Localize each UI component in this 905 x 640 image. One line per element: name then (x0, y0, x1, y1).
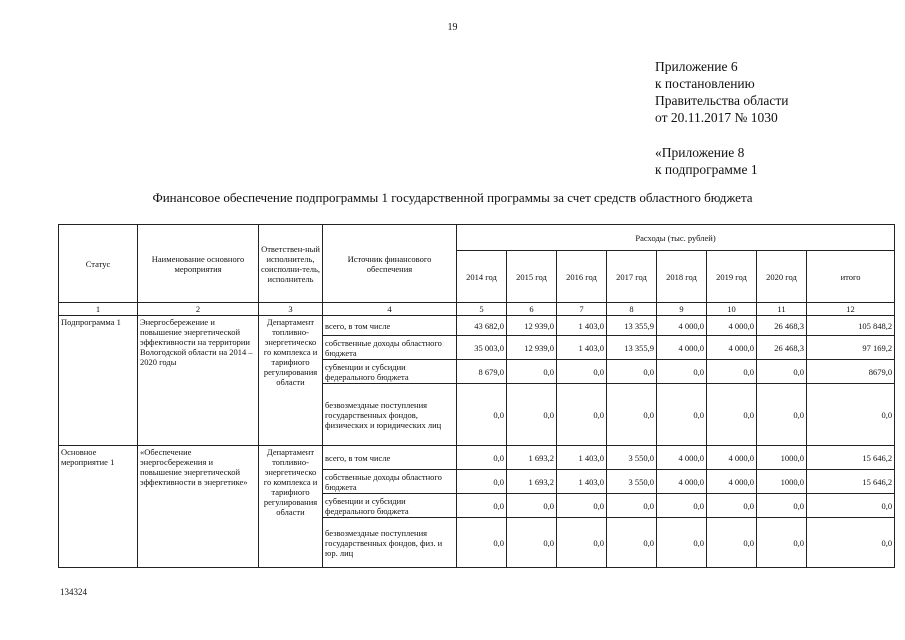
responsible-cell: Департамент топливно-энергетическо го комплекса и тарифного регулирования области (259, 446, 323, 568)
value-cell: 0,0 (707, 518, 757, 568)
value-cell: 4 000,0 (707, 316, 757, 336)
value-cell: 0,0 (757, 360, 807, 384)
header-year: 2014 год (457, 251, 507, 303)
appendix-line: от 20.11.2017 № 1030 (655, 110, 778, 125)
footer-code: 134324 (60, 587, 87, 597)
value-cell: 1 693,2 (507, 470, 557, 494)
appendix-sub-line: «Приложение 8 (655, 145, 745, 160)
value-cell: 1 403,0 (557, 470, 607, 494)
value-cell: 4 000,0 (657, 336, 707, 360)
value-cell: 13 355,9 (607, 316, 657, 336)
value-cell: 1 693,2 (507, 446, 557, 470)
header-responsible: Ответствен-ный исполнитель, соисполни-тель, исполнитель (259, 225, 323, 303)
header-year: 2018 год (657, 251, 707, 303)
value-cell: 0,0 (607, 384, 657, 446)
column-number: 9 (657, 303, 707, 316)
value-cell: 0,0 (557, 360, 607, 384)
column-number: 8 (607, 303, 657, 316)
column-number: 5 (457, 303, 507, 316)
source-cell: субвенции и субсидии федерального бюджета (323, 360, 457, 384)
status-cell: Подпрограмма 1 (59, 316, 138, 446)
value-cell: 0,0 (457, 494, 507, 518)
value-cell: 0,0 (507, 360, 557, 384)
value-cell: 4 000,0 (707, 470, 757, 494)
table-row (59, 446, 895, 470)
value-cell: 0,0 (657, 518, 707, 568)
column-number: 2 (138, 303, 259, 316)
value-cell: 4 000,0 (707, 336, 757, 360)
value-cell: 4 000,0 (657, 470, 707, 494)
total-cell: 15 646,2 (807, 470, 895, 494)
responsible-cell: Департамент топливно-энергетическо го комплекса и тарифного регулирования области (259, 316, 323, 446)
value-cell: 1 403,0 (557, 316, 607, 336)
appendix-line: Правительства области (655, 93, 789, 108)
value-cell: 0,0 (707, 360, 757, 384)
value-cell: 0,0 (707, 384, 757, 446)
value-cell: 26 468,3 (757, 316, 807, 336)
value-cell: 0,0 (607, 494, 657, 518)
header-year: 2017 год (607, 251, 657, 303)
source-cell: собственные доходы областного бюджета (323, 470, 457, 494)
value-cell: 0,0 (457, 446, 507, 470)
value-cell: 1 403,0 (557, 446, 607, 470)
value-cell: 43 682,0 (457, 316, 507, 336)
total-cell: 0,0 (807, 494, 895, 518)
value-cell: 4 000,0 (657, 316, 707, 336)
source-cell: безвозмездные поступления государственных фондов, физических и юридических лиц (323, 384, 457, 446)
value-cell: 1 403,0 (557, 336, 607, 360)
event-name-cell: «Обеспечение энергосбережения и повышение энергетической эффективности в энергетике» (138, 446, 259, 568)
source-cell: безвозмездные поступления государственных фондов, физ. и юр. лиц (323, 518, 457, 568)
value-cell: 12 939,0 (507, 336, 557, 360)
page-number: 19 (447, 22, 458, 33)
value-cell: 0,0 (657, 360, 707, 384)
value-cell: 0,0 (657, 384, 707, 446)
value-cell: 0,0 (607, 360, 657, 384)
column-number: 7 (557, 303, 607, 316)
total-cell: 0,0 (807, 384, 895, 446)
header-source: Источник финансового обеспечения (323, 225, 457, 303)
value-cell: 0,0 (557, 494, 607, 518)
value-cell: 0,0 (657, 494, 707, 518)
value-cell: 0,0 (457, 518, 507, 568)
column-number: 11 (757, 303, 807, 316)
appendix-line: Приложение 6 (655, 59, 738, 74)
value-cell: 0,0 (457, 384, 507, 446)
value-cell: 13 355,9 (607, 336, 657, 360)
total-cell: 0,0 (807, 518, 895, 568)
source-cell: субвенции и субсидии федерального бюджета (323, 494, 457, 518)
value-cell: 0,0 (757, 494, 807, 518)
header-total: итого (807, 251, 895, 303)
column-number: 1 (59, 303, 138, 316)
value-cell: 0,0 (757, 518, 807, 568)
value-cell: 0,0 (707, 494, 757, 518)
value-cell: 0,0 (557, 384, 607, 446)
document-title: Финансовое обеспечение подпрограммы 1 государственной программы за счет средств областного бюджета (152, 190, 753, 205)
source-cell: собственные доходы областного бюджета (323, 336, 457, 360)
value-cell: 0,0 (457, 470, 507, 494)
column-number: 4 (323, 303, 457, 316)
value-cell: 12 939,0 (507, 316, 557, 336)
value-cell: 0,0 (507, 384, 557, 446)
total-cell: 97 169,2 (807, 336, 895, 360)
value-cell: 8 679,0 (457, 360, 507, 384)
header-status: Статус (59, 225, 138, 303)
financing-table (58, 224, 895, 568)
value-cell: 0,0 (757, 384, 807, 446)
value-cell: 0,0 (507, 518, 557, 568)
value-cell: 1000,0 (757, 446, 807, 470)
appendix-line: к постановлению (655, 76, 755, 91)
value-cell: 0,0 (607, 518, 657, 568)
column-number: 3 (259, 303, 323, 316)
value-cell: 3 550,0 (607, 470, 657, 494)
column-number: 12 (807, 303, 895, 316)
value-cell: 0,0 (557, 518, 607, 568)
value-cell: 4 000,0 (657, 446, 707, 470)
appendix-header (655, 58, 788, 178)
header-year: 2016 год (557, 251, 607, 303)
value-cell: 3 550,0 (607, 446, 657, 470)
header-year: 2019 год (707, 251, 757, 303)
header-year: 2015 год (507, 251, 557, 303)
total-cell: 15 646,2 (807, 446, 895, 470)
value-cell: 1000,0 (757, 470, 807, 494)
total-cell: 8679,0 (807, 360, 895, 384)
column-number-row (59, 303, 895, 316)
table-row (59, 316, 895, 336)
column-number: 6 (507, 303, 557, 316)
header-event-name: Наименование основного мероприятия (138, 225, 259, 303)
value-cell: 35 003,0 (457, 336, 507, 360)
source-cell: всего, в том числе (323, 316, 457, 336)
appendix-sub-line: к подпрограмме 1 (655, 162, 758, 177)
value-cell: 26 468,3 (757, 336, 807, 360)
source-cell: всего, в том числе (323, 446, 457, 470)
column-number: 10 (707, 303, 757, 316)
header-year: 2020 год (757, 251, 807, 303)
value-cell: 4 000,0 (707, 446, 757, 470)
header-expenses: Расходы (тыс. рублей) (457, 225, 895, 251)
value-cell: 0,0 (507, 494, 557, 518)
event-name-cell: Энергосбережение и повышение энергетической эффективности на территории Вологодской области на 2014 – 2020 годы (138, 316, 259, 446)
total-cell: 105 848,2 (807, 316, 895, 336)
status-cell: Основное мероприятие 1 (59, 446, 138, 568)
